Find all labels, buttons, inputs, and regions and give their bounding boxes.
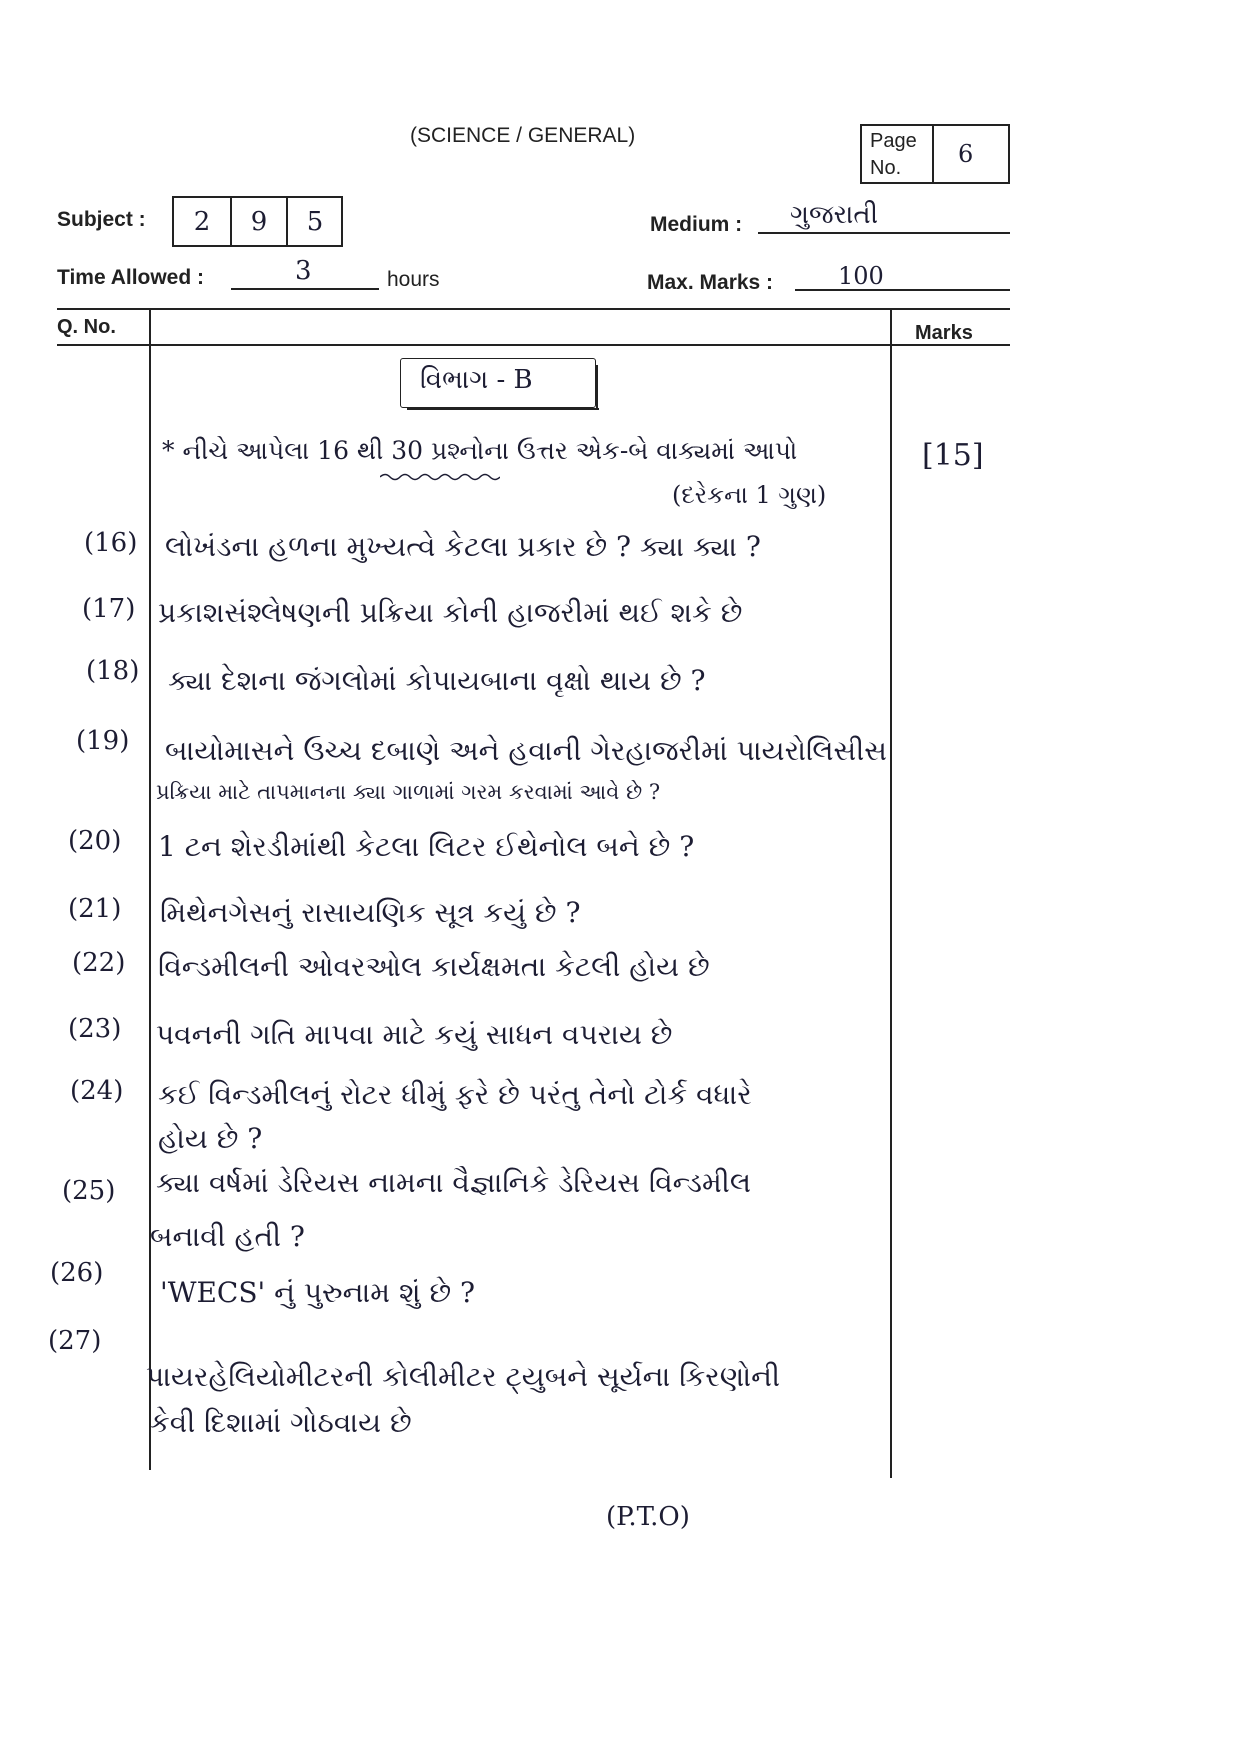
question-number: (25) xyxy=(62,1176,116,1206)
question-text: કેવી દિશામાં ગોઠવાય છે xyxy=(150,1406,412,1439)
question-text: પ્રકાશસંશ્લેષણની પ્રક્રિયા કોની હાજરીમાં થઈ શકે છે xyxy=(158,596,743,629)
subject-digit: 2 xyxy=(193,206,211,237)
medium-label: Medium : xyxy=(650,213,743,236)
section-instruction-note: (દરેકના 1 ગુણ) xyxy=(672,481,827,509)
question-number: (24) xyxy=(70,1076,124,1106)
table-top-rule xyxy=(57,308,1010,310)
time-allowed-value: 3 xyxy=(295,256,312,286)
medium-value: ગુજરાતી xyxy=(790,200,879,230)
question-text: બનાવી હતી ? xyxy=(150,1220,305,1253)
stream-heading: (SCIENCE / GENERAL) xyxy=(410,124,636,147)
question-number: (23) xyxy=(68,1014,122,1044)
question-number: (27) xyxy=(48,1326,102,1356)
section-instruction: * નીચે આપેલા 16 થી 30 પ્રશ્નોના ઉત્તર એક-બે વાક્યમાં આપો xyxy=(162,436,798,465)
question-number: (16) xyxy=(84,528,138,558)
question-number: (21) xyxy=(68,894,122,924)
please-turn-over: (P.T.O) xyxy=(606,1502,690,1532)
question-text: લોખંડના હળના મુખ્યત્વે કેટલા પ્રકાર છે ? ક્યા ક્યા ? xyxy=(165,530,761,563)
subject-code-box xyxy=(172,196,343,247)
marks-column-header: Marks xyxy=(915,322,973,344)
question-text: પાયરહેલિયોમીટરની કોલીમીટર ટ્યુબને સૂર્યના કિરણોની xyxy=(146,1360,781,1393)
question-number: (18) xyxy=(86,656,140,686)
question-text: પવનની ગતિ માપવા માટે કયું સાધન વપરાય છે xyxy=(156,1018,673,1051)
question-text: પ્રક્રિયા માટે તાપમાનના ક્યા ગાળામાં ગરમ કરવામાં આવે છે ? xyxy=(156,780,661,804)
time-allowed-label: Time Allowed : xyxy=(57,266,205,289)
question-text: 1 ટન શેરડીમાંથી કેટલા લિટર ઈથેનોલ બને છે ? xyxy=(158,830,695,863)
qno-column-header: Q. No. xyxy=(57,316,116,338)
page-number-value: 6 xyxy=(958,140,974,168)
question-text: બાયોમાસને ઉચ્ચ દબાણે અને હવાની ગેરહાજરીમાં પાયરોલિસીસ xyxy=(165,734,887,767)
section-title: વિભાગ - B xyxy=(420,365,533,395)
question-text: મિથેનગેસનું રાસાયણિક સૂત્ર કયું છે ? xyxy=(160,896,581,929)
question-number: (17) xyxy=(82,594,136,624)
subject-digit: 5 xyxy=(306,206,324,237)
subject-digit: 9 xyxy=(250,206,268,237)
page-number-box xyxy=(860,124,1010,184)
question-number: (22) xyxy=(72,948,126,978)
max-marks-value: 100 xyxy=(838,262,884,290)
question-text: કઈ વિન્ડમીલનું રોટર ધીમું ફરે છે પરંતુ તેનો ટોર્ક વધારે xyxy=(158,1078,752,1111)
marks-column-divider xyxy=(890,308,892,1478)
underline-squiggle xyxy=(380,472,500,482)
page-no-label: No. xyxy=(870,157,902,179)
question-text: હોય છે ? xyxy=(158,1122,263,1155)
hours-label: hours xyxy=(387,268,440,291)
question-number: (19) xyxy=(76,726,130,756)
page-label: Page xyxy=(870,130,917,152)
question-text: ક્યા વર્ષમાં ડેરિયસ નામના વૈજ્ઞાનિકે ડેરિયસ વિન્ડમીલ xyxy=(156,1166,751,1199)
qno-column-divider xyxy=(149,308,151,1470)
question-text: 'WECS' નું પુરુનામ શું છે ? xyxy=(160,1276,476,1309)
max-marks-label: Max. Marks : xyxy=(647,271,774,294)
subject-label: Subject : xyxy=(57,208,146,231)
question-text: ક્યા દેશના જંગલોમાં કોપાયબાના વૃક્ષો થાય છે ? xyxy=(168,664,706,697)
question-number: (26) xyxy=(50,1258,104,1288)
table-header-rule xyxy=(57,344,1010,346)
question-number: (20) xyxy=(68,826,122,856)
question-text: વિન્ડમીલની ઓવરઓલ કાર્યક્ષમતા કેટલી હોય છે xyxy=(158,950,710,983)
section-marks: [15] xyxy=(922,438,984,473)
